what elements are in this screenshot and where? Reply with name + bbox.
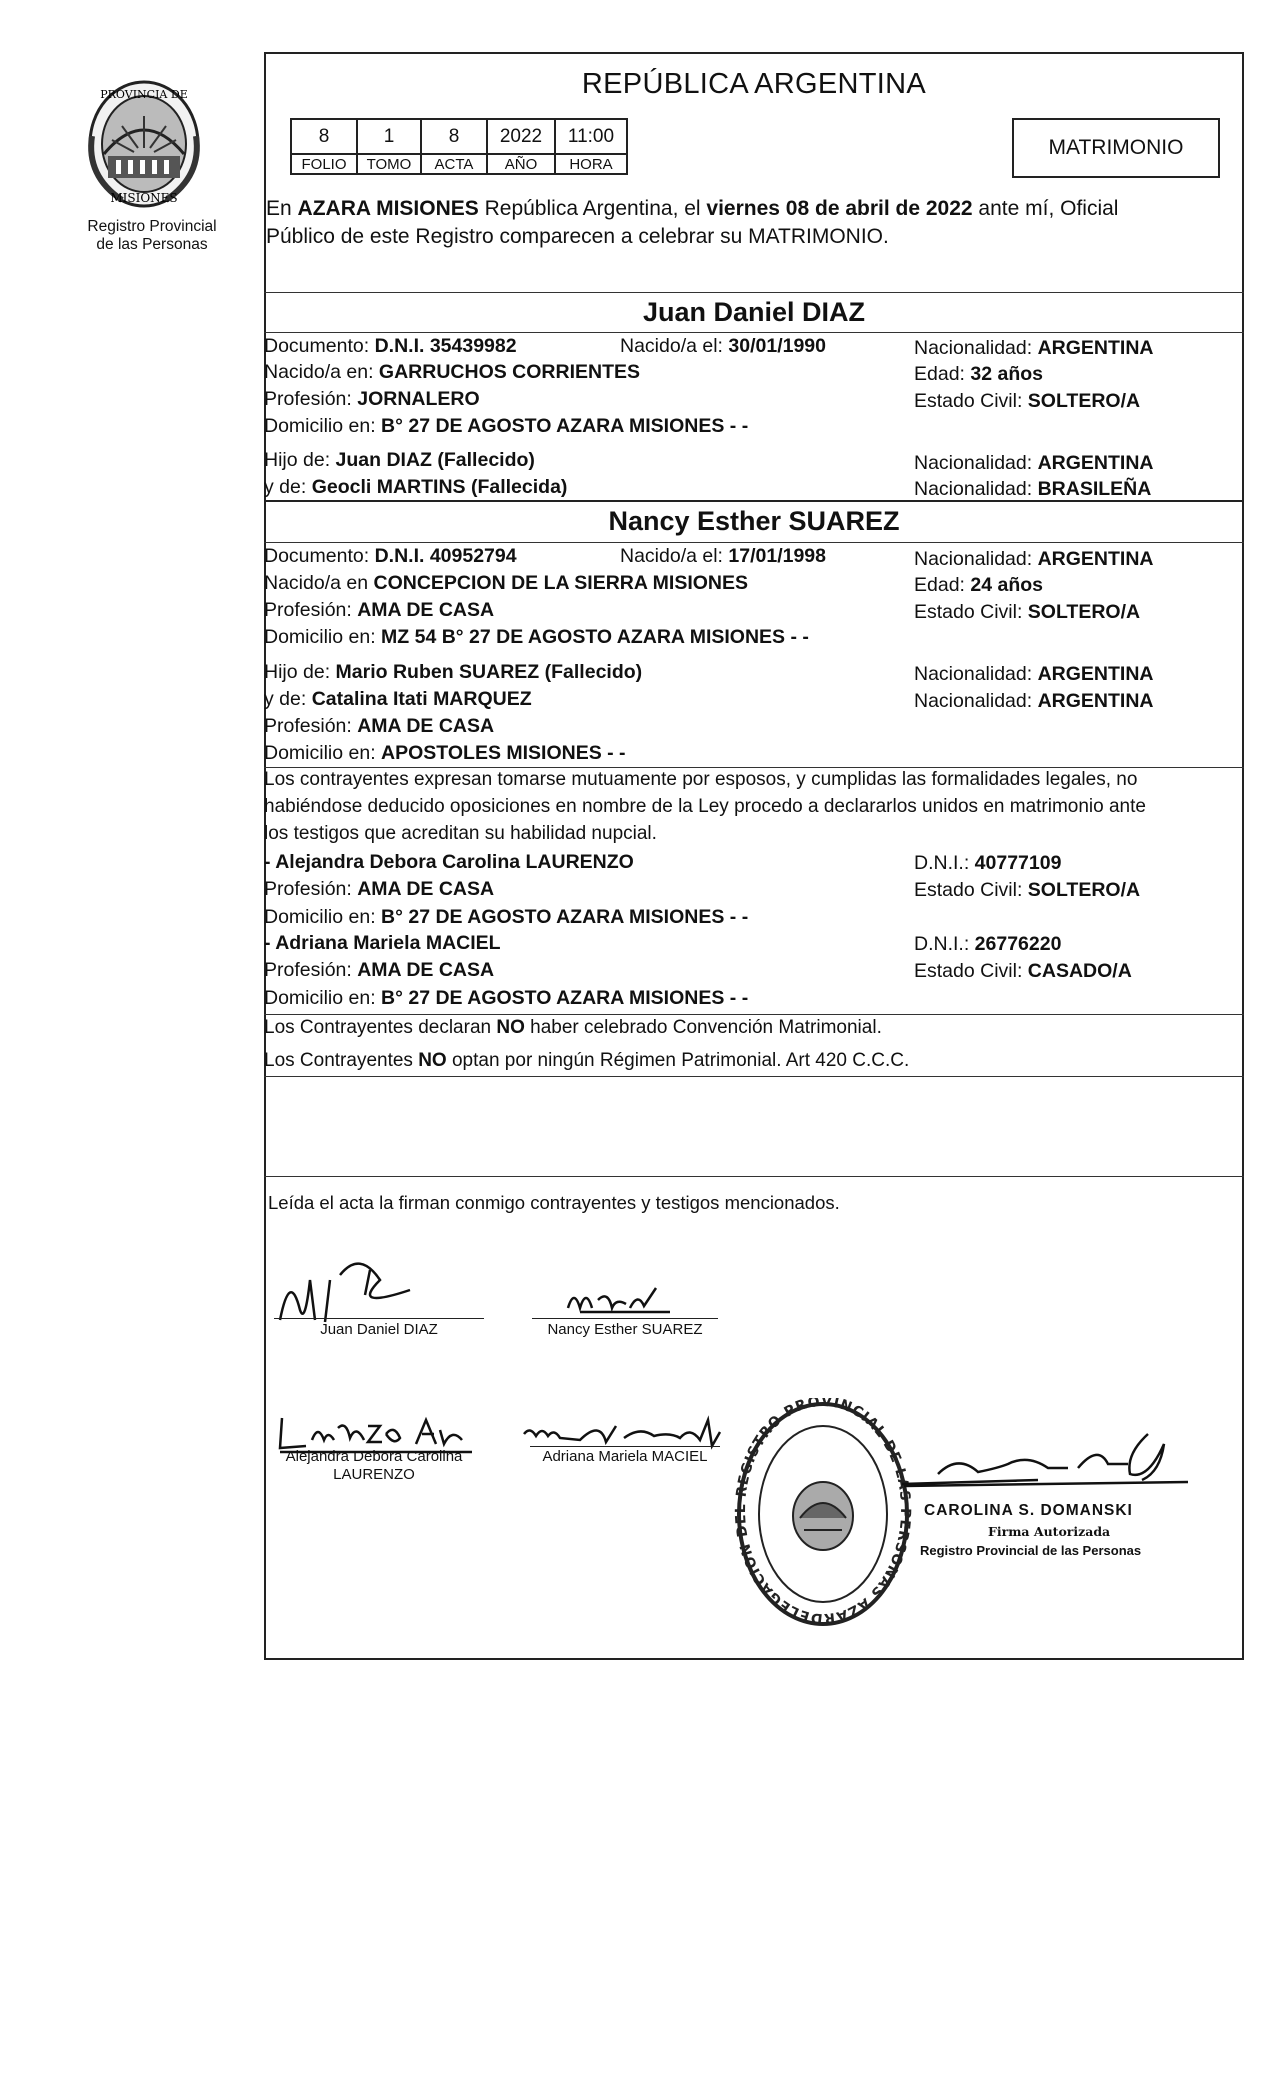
signature-label-spouse1: Juan Daniel DIAZ (320, 1321, 438, 1338)
divider (264, 1176, 1244, 1177)
divider (264, 767, 1244, 768)
logo-caption-line1: Registro Provincial (87, 218, 217, 235)
closing-statement: Leída el acta la firman conmigo contrayentes y testigos mencionados. (268, 1192, 840, 1213)
spouse2-age: Edad: 24 años (914, 574, 1044, 596)
svg-text:MISIONES: MISIONES (110, 191, 178, 205)
folio-label: FOLIO (291, 154, 357, 174)
spouse2-mother: y de: Catalina Itati MARQUEZ (264, 688, 532, 710)
province-seal-logo (82, 76, 206, 214)
divider (264, 332, 1244, 333)
witness1-profession: Profesión: AMA DE CASA (264, 878, 495, 900)
acta-label: ACTA (421, 154, 487, 174)
record-index-table (290, 118, 628, 175)
declaration-line-2: habiéndose deducido oposiciones en nombre de la Ley procedo a declararlos unidos en matrimonio ante (264, 796, 1146, 817)
spouse2-document: Documento: D.N.I. 40952794 (264, 545, 517, 567)
divider (264, 542, 1244, 543)
intro-line-2: Público de este Registro comparecen a celebrar su MATRIMONIO. (266, 225, 889, 248)
official-title: Firma Autorizada (988, 1524, 1111, 1539)
spouse2-mother-profession: Profesión: AMA DE CASA (264, 715, 495, 737)
signature-line (274, 1318, 484, 1319)
convention-line-2: Los Contrayentes NO optan por ningún Régimen Patrimonial. Art 420 C.C.C. (264, 1050, 910, 1071)
spouse1-birthplace: Nacido/a en: GARRUCHOS CORRIENTES (264, 361, 641, 383)
intro-date: viernes 08 de abril de 2022 (706, 197, 973, 220)
declaration-line-1: Los contrayentes expresan tomarse mutuamente por esposos, y cumplidas las formalidades legales, no (264, 769, 1138, 790)
spouse1-address: Domicilio en: B° 27 DE AGOSTO AZARA MISIONES - - (264, 415, 749, 437)
spouse2-mother-address: Domicilio en: APOSTOLES MISIONES - - (264, 742, 626, 764)
spouse1-birthdate: Nacido/a el: 30/01/1990 (620, 335, 827, 357)
svg-text:PROVINCIA DE: PROVINCIA DE (100, 88, 188, 101)
witness1-address: Domicilio en: B° 27 DE AGOSTO AZARA MISIONES - - (264, 906, 749, 928)
official-name: CAROLINA S. DOMANSKI (924, 1502, 1133, 1519)
official-organization: Registro Provincial de las Personas (920, 1543, 1142, 1558)
hora-value: 11:00 (555, 119, 627, 154)
spouse2-name: Nancy Esther SUAREZ (608, 506, 900, 536)
witness2-dni: D.N.I.: 26776220 (914, 933, 1062, 955)
spouse1-father: Hijo de: Juan DIAZ (Fallecido) (264, 449, 535, 471)
spouse1-civil-status: Estado Civil: SOLTERO/A (914, 390, 1141, 412)
spouse2-birthplace: Nacido/a en CONCEPCION DE LA SIERRA MISIONES (264, 572, 749, 594)
signature-nancy-suarez (560, 1278, 690, 1327)
witness2-name: - Adriana Mariela MACIEL (264, 932, 501, 954)
spouse1-name: Juan Daniel DIAZ (642, 297, 866, 327)
signature-official (898, 1424, 1198, 1499)
acta-value: 8 (421, 119, 487, 154)
spouse2-mother-nationality: Nacionalidad: ARGENTINA (914, 690, 1154, 712)
signature-label-witness2: Adriana Mariela MACIEL (542, 1448, 708, 1465)
spouse2-civil-status: Estado Civil: SOLTERO/A (914, 601, 1141, 623)
registry-stamp (734, 1398, 912, 1630)
spouse2-father: Hijo de: Mario Ruben SUAREZ (Fallecido) (264, 661, 643, 683)
country-title: REPÚBLICA ARGENTINA (581, 68, 927, 100)
hora-label: HORA (555, 154, 627, 174)
tomo-value: 1 (357, 119, 421, 154)
spouse1-mother: y de: Geocli MARTINS (Fallecida) (264, 476, 568, 498)
spouse2-father-nationality: Nacionalidad: ARGENTINA (914, 663, 1154, 685)
intro-line-1: En AZARA MISIONES República Argentina, el viernes 08 de abril de 2022 ante mí, Oficial (266, 197, 1119, 220)
spouse1-profession: Profesión: JORNALERO (264, 388, 480, 410)
divider (264, 500, 1244, 502)
divider (264, 1076, 1244, 1077)
record-type-box (1012, 118, 1220, 178)
convention-line-1: Los Contrayentes declaran NO haber celebrado Convención Matrimonial. (264, 1017, 882, 1038)
declaration-line-3: los testigos que acreditan su habilidad nupcial. (264, 823, 657, 844)
witness2-profession: Profesión: AMA DE CASA (264, 959, 495, 981)
spouse2-profession: Profesión: AMA DE CASA (264, 599, 495, 621)
ano-label: AÑO (487, 154, 555, 174)
tomo-label: TOMO (357, 154, 421, 174)
signature-line (530, 1446, 720, 1447)
witness2-civil-status: Estado Civil: CASADO/A (914, 960, 1132, 982)
witness1-name: - Alejandra Debora Carolina LAURENZO (264, 851, 634, 873)
spouse1-age: Edad: 32 años (914, 363, 1044, 385)
spouse2-address: Domicilio en: MZ 54 B° 27 DE AGOSTO AZARA MISIONES - - (264, 626, 809, 648)
divider (264, 292, 1244, 293)
signature-line (532, 1318, 718, 1319)
record-type: MATRIMONIO (1048, 136, 1184, 159)
witness1-dni: D.N.I.: 40777109 (914, 852, 1062, 874)
spouse1-document: Documento: D.N.I. 35439982 (264, 335, 517, 357)
spouse1-mother-nationality: Nacionalidad: BRASILEÑA (914, 478, 1152, 500)
spouse2-birthdate: Nacido/a el: 17/01/1998 (620, 545, 827, 567)
spouse2-nationality: Nacionalidad: ARGENTINA (914, 548, 1154, 570)
signature-label-witness1: Alejandra Debora Carolina LAURENZO (285, 1448, 463, 1483)
signature-label-spouse2: Nancy Esther SUAREZ (547, 1321, 703, 1338)
divider (264, 1014, 1244, 1015)
witness2-address: Domicilio en: B° 27 DE AGOSTO AZARA MISIONES - - (264, 987, 749, 1009)
folio-value: 8 (291, 119, 357, 154)
witness1-civil-status: Estado Civil: SOLTERO/A (914, 879, 1141, 901)
spouse1-father-nationality: Nacionalidad: ARGENTINA (914, 452, 1154, 474)
logo-caption-line2: de las Personas (96, 236, 208, 253)
logo-caption (72, 218, 232, 254)
intro-place: AZARA MISIONES (297, 197, 479, 220)
ano-value: 2022 (487, 119, 555, 154)
spouse1-nationality: Nacionalidad: ARGENTINA (914, 337, 1154, 359)
svg-text:DELEGACION DEL REGISTRO PROVIN: DELEGACION DEL REGISTRO PROVINCIAL DE LAS PERSONAS AZAR (734, 1398, 912, 1627)
